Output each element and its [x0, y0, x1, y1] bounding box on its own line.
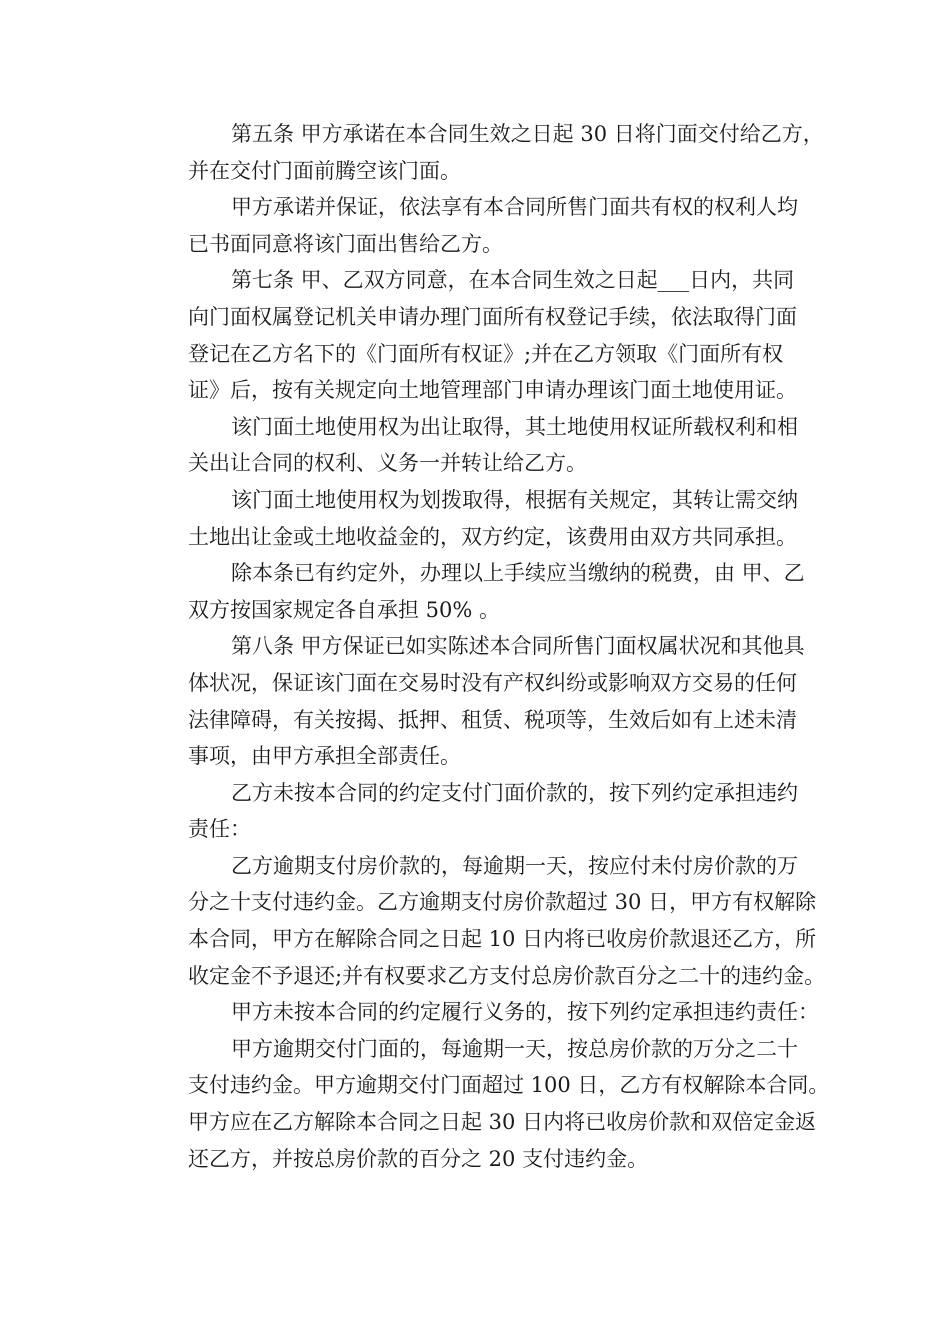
paragraph-land-allocation: [145, 482, 825, 555]
paragraph-land-transfer: [145, 409, 825, 482]
text-line: 证》后，按有关规定向土地管理部门申请办理该门面土地使用证。: [188, 378, 797, 403]
paragraph-buyer-breach: [145, 775, 825, 848]
text-line: 该门面土地使用权为出让取得，其土地使用权证所载权利和相: [231, 414, 798, 439]
text-line: 乙方逾期支付房价款的，每逾期一天，按应付未付房价款的万: [231, 853, 798, 878]
text-line: 事项，由甲方承担全部责任。: [188, 744, 461, 769]
text-line: 已书面同意将该门面出售给乙方。: [188, 231, 503, 256]
text-line: 法律障碍，有关按揭、抵押、租赁、税项等，生效后如有上述未清: [188, 707, 797, 732]
paragraph-article-5: [145, 116, 825, 189]
text-line: 双方按国家规定各自承担 50% 。: [188, 597, 501, 622]
text-line: 第七条 甲、乙双方同意，在本合同生效之日起___日内，共同: [231, 268, 795, 293]
text-line: 并在交付门面前腾空该门面。: [188, 158, 461, 183]
text-line: 甲方逾期交付门面的，每逾期一天，按总房价款的万分之二十: [231, 1036, 798, 1061]
text-line: 除本条已有约定外，办理以上手续应当缴纳的税费，由 甲、乙: [231, 561, 805, 586]
text-line: 收定金不予退还;并有权要求乙方支付总房价款百分之二十的违约金。: [188, 963, 826, 988]
text-line: 乙方未按本合同的约定支付门面价款的，按下列约定承担违约: [231, 780, 798, 805]
text-line: 甲方未按本合同的约定履行义务的，按下列约定承担违约责任：: [231, 1000, 819, 1025]
paragraph-taxes: [145, 555, 825, 628]
paragraph-seller-late-delivery: [145, 1031, 830, 1177]
text-line: 登记在乙方名下的《门面所有权证》;并在乙方领取《门面所有权: [188, 341, 784, 366]
text-line: 第八条 甲方保证已如实陈述本合同所售门面权属状况和其他具: [231, 634, 805, 659]
paragraph-article-7: [145, 262, 825, 408]
text-line: 本合同，甲方在解除合同之日起 10 日内将已收房价款退还乙方，所: [188, 927, 817, 952]
text-line: 第五条 甲方承诺在本合同生效之日起 30 日将门面交付给乙方，: [231, 122, 824, 146]
text-line: 体状况，保证该门面在交易时没有产权纠纷或影响双方交易的任何: [188, 670, 797, 695]
text-line: 甲方应在乙方解除本合同之日起 30 日内将已收房价款和双倍定金返: [188, 1110, 817, 1135]
text-line: 分之十支付违约金。乙方逾期支付房价款超过 30 日，甲方有权解除: [188, 890, 817, 915]
text-line: 责任：: [188, 817, 251, 842]
paragraph-article-8: [145, 628, 825, 774]
paragraph-seller-breach: [145, 994, 825, 1031]
text-line: 还乙方，并按总房价款的百分之 20 支付违约金。: [188, 1146, 649, 1171]
text-line: 关出让合同的权利、义务一并转让给乙方。: [188, 451, 587, 476]
text-line: 该门面土地使用权为划拨取得，根据有关规定，其转让需交纳: [231, 487, 798, 512]
text-line: 甲方承诺并保证，依法享有本合同所售门面共有权的权利人均: [231, 195, 798, 220]
paragraph-seller-guarantee: [145, 189, 825, 262]
text-line: 向门面权属登记机关申请办理门面所有权登记手续，依法取得门面: [188, 304, 797, 329]
text-line: 土地出让金或土地收益金的，双方约定，该费用由双方共同承担。: [188, 524, 797, 549]
paragraph-buyer-late-payment: [145, 848, 825, 994]
text-line: 支付违约金。甲方逾期交付门面超过 100 日，乙方有权解除本合同。: [188, 1073, 830, 1098]
document-body: [145, 116, 830, 1177]
